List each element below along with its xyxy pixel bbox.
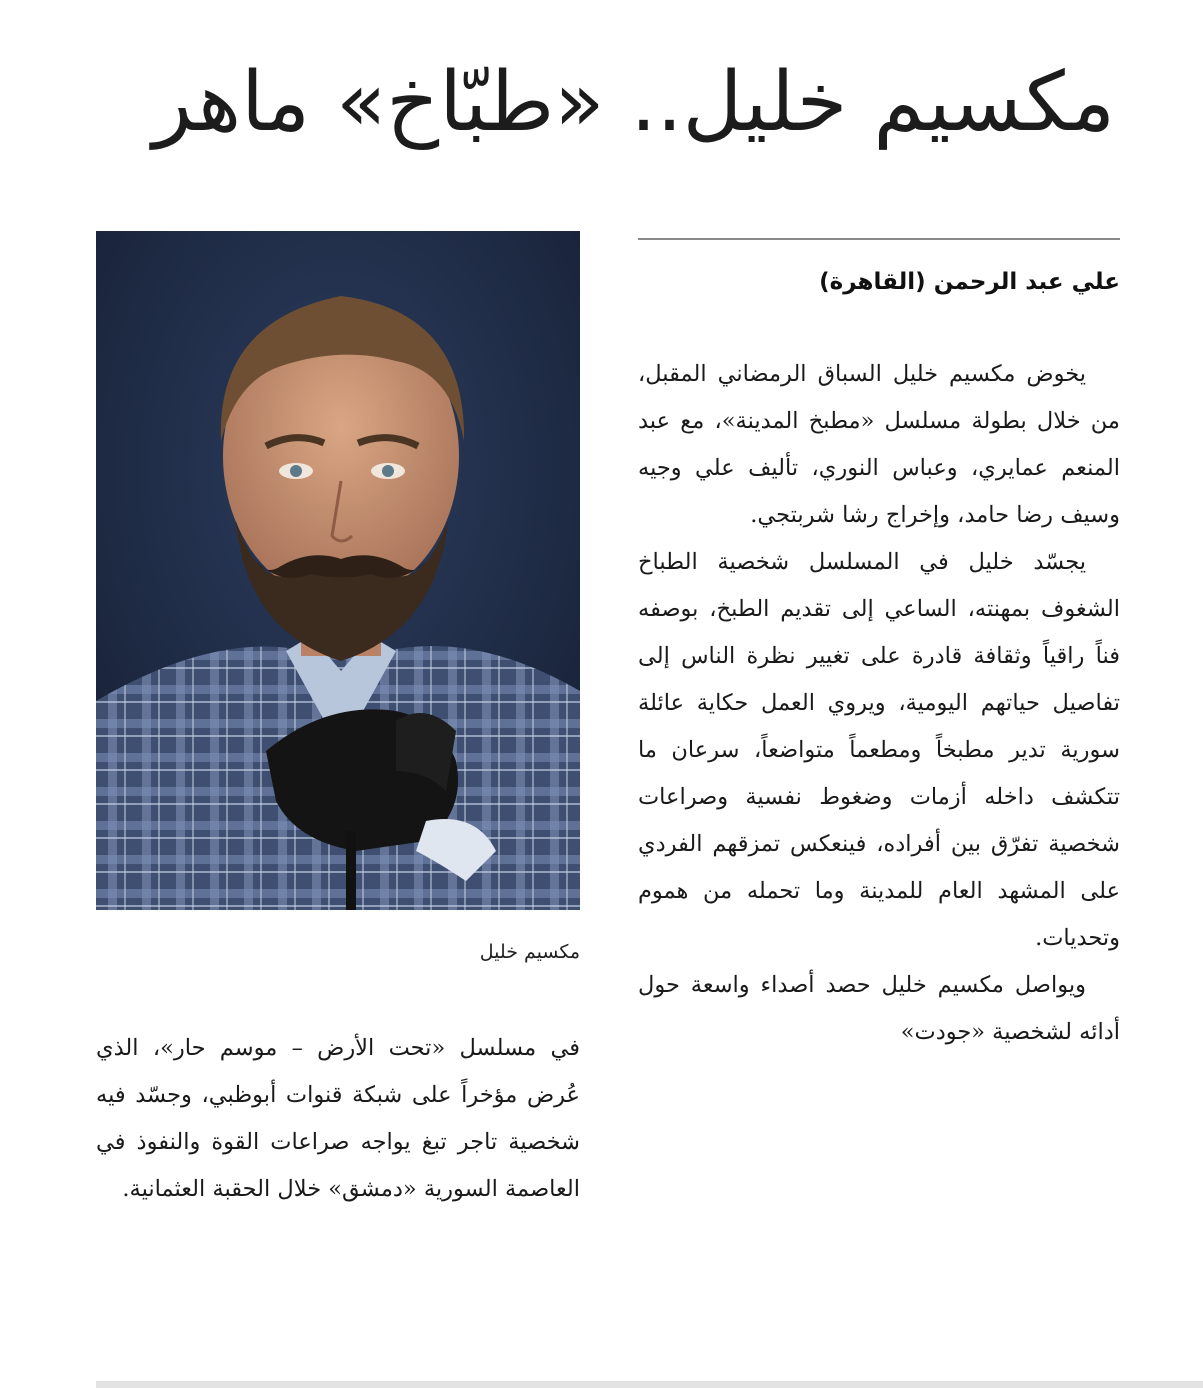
headline: مكسيم خليل.. «طبّاخ» ماهر xyxy=(152,55,1115,150)
article-body-left-column xyxy=(96,1025,580,1213)
byline-divider xyxy=(638,238,1120,240)
paragraph: يجسّد خليل في المسلسل شخصية الطباخ الشغوف بمهنته، الساعي إلى تقديم الطبخ، بوصفه فناً راقياً وثقافة قادرة على تغيير نظرة الناس إلى تفاصيل حياتهم اليومية، ويروي العمل حكاية عائلة سورية تدير مطبخاً ومطعماً متواضعاً، سرعان ما تتكشف داخله أزمات وضغوط نفسية وصراعات شخصية تفرّق بين أفراده، فينعكس تمزقهم الفردي على المشهد العام للمدينة وما تحمله من هموم وتحديات. xyxy=(638,549,1120,951)
paragraph: ويواصل مكسيم خليل حصد أصداء واسعة حول أدائه لشخصية «جودت» xyxy=(638,972,1120,1045)
paragraph: يخوض مكسيم خليل السباق الرمضاني المقبل، من خلال بطولة مسلسل «مطبخ المدينة»، مع عبد المنعم عمايري، وعباس النوري، تأليف علي وجيه وسيف رضا حامد، وإخراج رشا شربتجي. xyxy=(638,361,1120,528)
page-bottom-border xyxy=(96,1381,1203,1388)
portrait-illustration xyxy=(96,231,580,910)
byline: علي عبد الرحمن (القاهرة) xyxy=(819,269,1120,295)
paragraph: في مسلسل «تحت الأرض – موسم حار»، الذي عُرض مؤخراً على شبكة قنوات أبوظبي، وجسّد فيه شخصية تاجر تبغ يواجه صراعات القوة والنفوذ في العاصمة السورية «دمشق» خلال الحقبة العثمانية. xyxy=(96,1035,580,1202)
photo-caption: مكسيم خليل xyxy=(479,941,580,963)
portrait-photo xyxy=(96,231,580,910)
article-body-right-column xyxy=(638,351,1120,1056)
